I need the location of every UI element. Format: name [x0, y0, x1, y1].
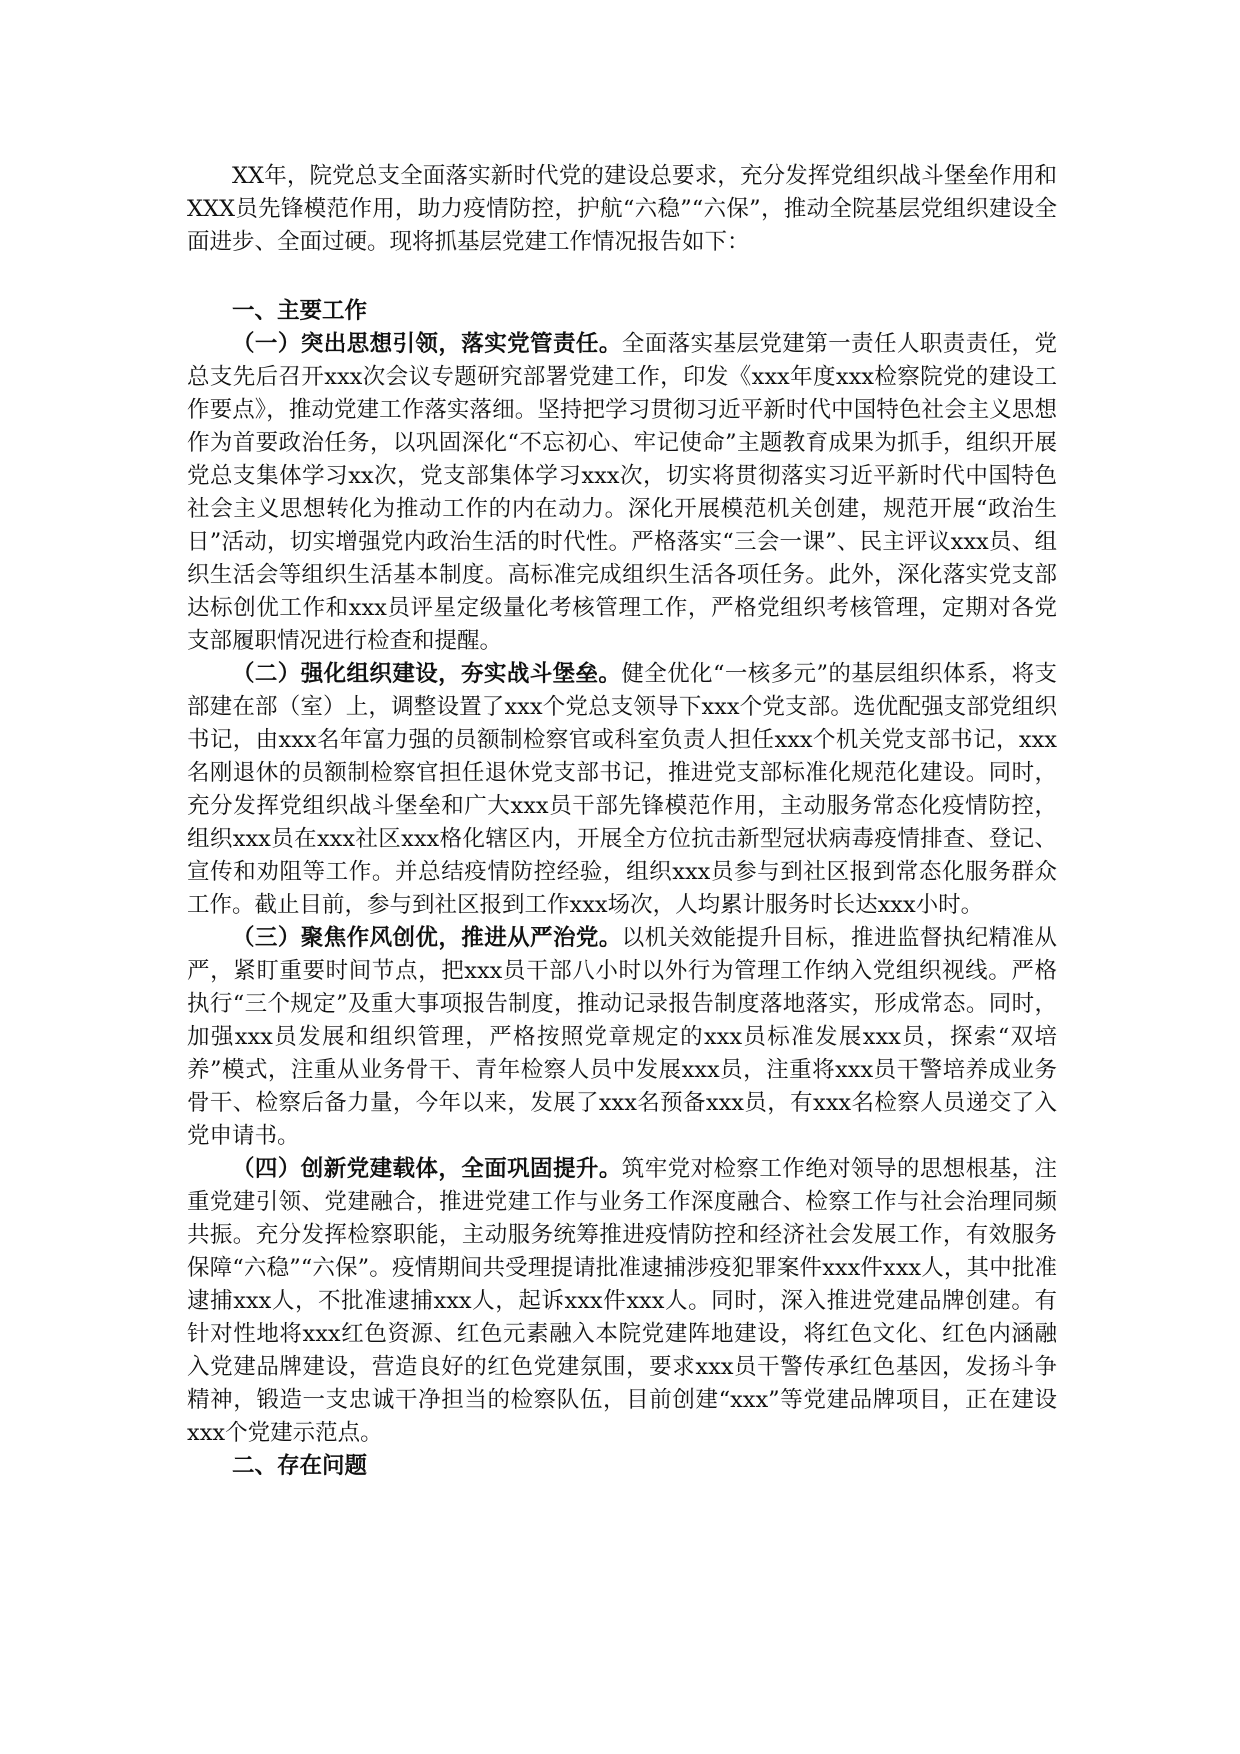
item-title-4: （四）创新党建载体，全面巩固提升。: [232, 1156, 622, 1182]
item-paragraph-1: [187, 328, 1057, 658]
section-heading-problems: 二、存在问题: [232, 1453, 368, 1479]
item-body-2: 健全优化“一核多元”的基层组织体系，将支部建在部（室）上，调整设置了xxx个党总支领导下xxx个党支部。选优配强支部党组织书记，由xxx名年富力强的员额制检察官或科室负责人担任xxx个机关党支部书记，xxx名刚退休的员额制检察官担任退休党支部书记，推进党支部标准化规范化建设。同时，充分发挥党组织战斗堡垒和广大xxx员干部先锋模范作用，主动服务常态化疫情防控，组织xxx员在xxx社区xxx格化辖区内，开展全方位抗击新型冠状病毒疫情排查、登记、宣传和劝阻等工作。并总结疫情防控经验，组织xxx员参与到社区报到常态化服务群众工作。截止目前，参与到社区报到工作xxx场次，人均累计服务时长达xxx小时。: [187, 661, 1057, 918]
document-page: [187, 160, 1057, 1483]
item-paragraph-2: [187, 658, 1057, 922]
item-title-1: （一）突出思想引领，落实党管责任。: [232, 331, 622, 357]
item-title-2: （二）强化组织建设，夯实战斗堡垒。: [232, 661, 622, 687]
item-title-3: （三）聚焦作风创优，推进从严治党。: [232, 925, 622, 951]
intro-paragraph: XX年，院党总支全面落实新时代党的建设总要求，充分发挥党组织战斗堡垒作用和XXX员先锋模范作用，助力疫情防控，护航“六稳”“六保”，推动全院基层党组织建设全面进步、全面过硬。现将抓基层党建工作情况报告如下：: [187, 163, 1057, 255]
item-body-3: 以机关效能提升目标，推进监督执纪精准从严，紧盯重要时间节点，把xxx员干部八小时以外行为管理工作纳入党组织视线。严格执行“三个规定”及重大事项报告制度，推动记录报告制度落地落实，形成常态。同时，加强xxx员发展和组织管理，严格按照党章规定的xxx员标准发展xxx员，探索“双培养”模式，注重从业务骨干、青年检察人员中发展xxx员，注重将xxx员干警培养成业务骨干、检察后备力量，今年以来，发展了xxx名预备xxx员，有xxx名检察人员递交了入党申请书。: [187, 925, 1057, 1149]
item-paragraph-4: [187, 1153, 1057, 1450]
item-body-1: 全面落实基层党建第一责任人职责责任，党总支先后召开xxx次会议专题研究部署党建工作，印发《xxx年度xxx检察院党的建设工作要点》，推动党建工作落实落细。坚持把学习贯彻习近平新时代中国特色社会主义思想作为首要政治任务，以巩固深化“不忘初心、牢记使命”主题教育成果为抓手，组织开展党总支集体学习xx次，党支部集体学习xxx次，切实将贯彻落实习近平新时代中国特色社会主义思想转化为推动工作的内在动力。深化开展模范机关创建，规范开展“政治生日”活动，切实增强党内政治生活的时代性。严格落实“三会一课”、民主评议xxx员、组织生活会等组织生活基本制度。高标准完成组织生活各项任务。此外，深化落实党支部达标创优工作和xxx员评星定级量化考核管理工作，严格党组织考核管理，定期对各党支部履职情况进行检查和提醒。: [187, 331, 1057, 654]
section-heading-main-work: 一、主要工作: [232, 298, 368, 324]
item-paragraph-3: [187, 922, 1057, 1153]
item-body-4: 筑牢党对检察工作绝对领导的思想根基，注重党建引领、党建融合，推进党建工作与业务工作深度融合、检察工作与社会治理同频共振。充分发挥检察职能，主动服务统筹推进疫情防控和经济社会发展工作，有效服务保障“六稳”“六保”。疫情期间共受理提请批准逮捕涉疫犯罪案件xxx件xxx人，其中批准逮捕xxx人，不批准逮捕xxx人，起诉xxx件xxx人。同时，深入推进党建品牌创建。有针对性地将xxx红色资源、红色元素融入本院党建阵地建设，将红色文化、红色内涵融入党建品牌建设，营造良好的红色党建氛围，要求xxx员干警传承红色基因，发扬斗争精神，锻造一支忠诚干净担当的检察队伍，目前创建“xxx”等党建品牌项目，正在建设xxx个党建示范点。: [187, 1156, 1057, 1446]
